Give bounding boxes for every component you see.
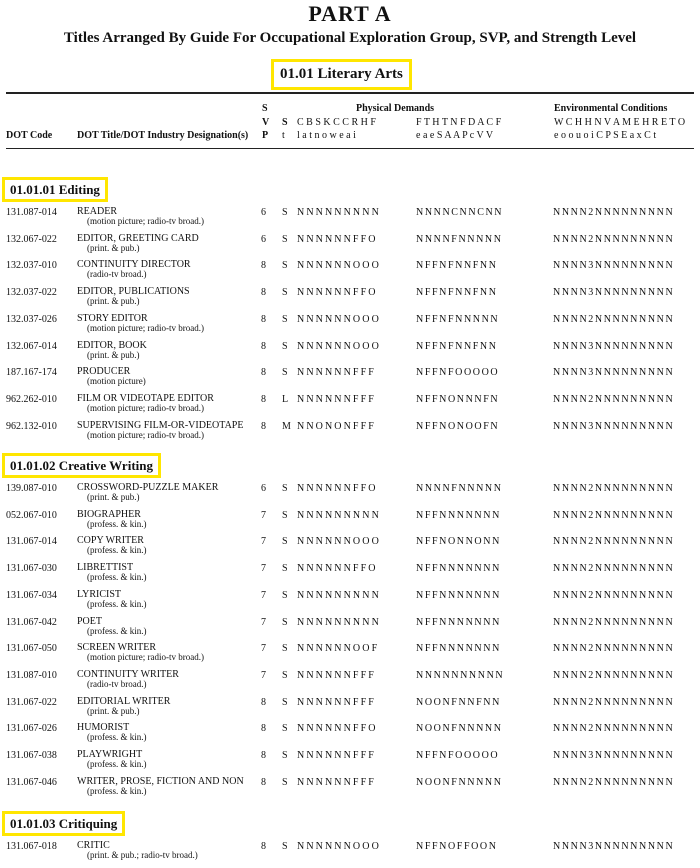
perceptual-demands-codes: NFFNNNNNNN	[416, 510, 501, 521]
dot-title	[77, 590, 147, 609]
dot-code-header: DOT Code	[6, 130, 53, 141]
svp-value: 8	[261, 367, 266, 378]
title-text: CROSSWORD-PUZZLE MAKER	[77, 482, 219, 493]
title-text: STORY EDITOR	[77, 313, 148, 324]
title-text: CRITIC	[77, 840, 110, 851]
industry-designation: (print. & pub.)	[87, 350, 140, 360]
industry-designation: (motion picture; radio-tv broad.)	[87, 323, 204, 333]
env-codes-row1: W C H H N V A M E H R E T O	[554, 117, 686, 128]
physical-demands-codes: NNNNNNFFF	[297, 750, 376, 761]
title-text: SUPERVISING FILM-OR-VIDEOTAPE	[77, 420, 244, 431]
physical-demands-codes: NNNNNNFFO	[297, 234, 378, 245]
env-codes-row2: e o o u o i C P S E a x C t	[554, 130, 657, 141]
strength-value: S	[282, 670, 288, 681]
environmental-codes: NNNN3NNNNNNNNN	[553, 367, 675, 378]
header-bottom-rule	[6, 148, 694, 149]
perceptual-demands-codes: NFFNNNNNNN	[416, 590, 501, 601]
svp-value: 6	[261, 234, 266, 245]
title-text: PLAYWRIGHT	[77, 749, 143, 760]
perceptual-demands-codes: NFFNNNNNNN	[416, 563, 501, 574]
physical-codes-row2: l a t n o w e a i	[297, 130, 356, 141]
physical-demands-codes: NNNNNNFFF	[297, 697, 376, 708]
dot-code: 131.067-018	[6, 841, 57, 852]
strength-value: S	[282, 510, 288, 521]
industry-designation: (profess. & kin.)	[87, 626, 147, 636]
industry-designation: (motion picture; radio-tv broad.)	[87, 652, 204, 662]
dot-title	[77, 777, 244, 796]
section-heading: 01.01.01 Editing	[2, 177, 108, 202]
dot-title	[77, 207, 204, 226]
svp-value: 6	[261, 483, 266, 494]
dot-code: 131.067-030	[6, 563, 57, 574]
strength-value: S	[282, 287, 288, 298]
dot-code: 131.067-022	[6, 697, 57, 708]
environmental-codes: NNNN2NNNNNNNNN	[553, 723, 675, 734]
physical-demands-codes: NNNNNNOOO	[297, 841, 381, 852]
physical-demands-header: Physical Demands	[356, 103, 435, 114]
title-text: SCREEN WRITER	[77, 642, 156, 653]
svp-value: 7	[261, 510, 266, 521]
dot-title	[77, 314, 204, 333]
dot-title	[77, 394, 214, 413]
strength-value: S	[282, 260, 288, 271]
industry-designation: (motion picture; radio-tv broad.)	[87, 403, 204, 413]
physical-demands-codes: NNNNNNFFO	[297, 723, 378, 734]
environmental-codes: NNNN2NNNNNNNNN	[553, 207, 675, 218]
industry-designation: (profess. & kin.)	[87, 732, 147, 742]
svp-value: 8	[261, 421, 266, 432]
dot-title	[77, 697, 170, 716]
dot-code: 187.167-174	[6, 367, 57, 378]
strength-value: S	[282, 341, 288, 352]
perceptual-demands-codes: NOONFNNNNN	[416, 777, 503, 788]
svp-header-p: P	[262, 130, 269, 141]
title-text: FILM OR VIDEOTAPE EDITOR	[77, 393, 214, 404]
pd-codes-row1: F T H T N F D A C F	[416, 117, 502, 128]
perceptual-demands-codes: NFFNONNNFN	[416, 394, 500, 405]
svp-value: 8	[261, 260, 266, 271]
physical-demands-codes: NNNNNNFFF	[297, 670, 376, 681]
svp-header-s: S	[262, 103, 268, 114]
title-text: EDITOR, GREETING CARD	[77, 233, 199, 244]
perceptual-demands-codes: NFFNFNNFNN	[416, 341, 498, 352]
environmental-codes: NNNN3NNNNNNNNN	[553, 260, 675, 271]
title-text: LIBRETTIST	[77, 562, 134, 573]
dot-code: 132.037-010	[6, 260, 57, 271]
dot-code: 131.067-042	[6, 617, 57, 628]
strength-value: S	[282, 841, 288, 852]
dot-title	[77, 367, 146, 386]
physical-demands-codes: NNNNNNFFO	[297, 483, 378, 494]
industry-designation: (radio-tv broad.)	[87, 269, 147, 279]
physical-codes-row1: C B S K C C R H F	[297, 117, 376, 128]
dot-title	[77, 563, 147, 582]
environmental-codes: NNNN2NNNNNNNNN	[553, 697, 675, 708]
physical-demands-codes: NNNNNNOOF	[297, 643, 380, 654]
strength-value: S	[282, 777, 288, 788]
svp-value: 7	[261, 643, 266, 654]
industry-designation: (profess. & kin.)	[87, 572, 147, 582]
title-text: CONTINUITY WRITER	[77, 669, 179, 680]
industry-designation: (profess. & kin.)	[87, 519, 147, 529]
environmental-codes: NNNN2NNNNNNNNN	[553, 394, 675, 405]
perceptual-demands-codes: NNNNFNNNNN	[416, 234, 503, 245]
perceptual-demands-codes: NFFNFOOOOO	[416, 367, 500, 378]
dot-title	[77, 510, 147, 529]
perceptual-demands-codes: NFFNFNNFNN	[416, 287, 498, 298]
perceptual-demands-codes: NFFNFNNNNN	[416, 314, 500, 325]
physical-demands-codes: NNNNNNOOO	[297, 314, 381, 325]
strength-value: S	[282, 314, 288, 325]
physical-demands-codes: NNNNNNOOO	[297, 260, 381, 271]
dot-code: 132.067-022	[6, 234, 57, 245]
environmental-codes: NNNN2NNNNNNNNN	[553, 590, 675, 601]
physical-demands-codes: NNNNNNNNN	[297, 510, 381, 521]
physical-demands-codes: NNNNNNOOO	[297, 341, 381, 352]
title-text: EDITOR, PUBLICATIONS	[77, 286, 190, 297]
environmental-codes: NNNN3NNNNNNNNN	[553, 287, 675, 298]
industry-designation: (motion picture; radio-tv broad.)	[87, 216, 204, 226]
dot-title	[77, 287, 190, 306]
environmental-codes: NNNN2NNNNNNNNN	[553, 563, 675, 574]
svp-value: 7	[261, 536, 266, 547]
environmental-codes: NNNN2NNNNNNNNN	[553, 777, 675, 788]
strength-value: S	[282, 207, 288, 218]
industry-designation: (radio-tv broad.)	[87, 679, 147, 689]
dot-title	[77, 841, 198, 860]
environmental-codes: NNNN2NNNNNNNNN	[553, 536, 675, 547]
section-heading: 01.01.02 Creative Writing	[2, 453, 161, 478]
industry-designation: (print. & pub.; radio-tv broad.)	[87, 850, 198, 860]
physical-demands-codes: NNNNNNFFF	[297, 367, 376, 378]
dot-title	[77, 643, 204, 662]
dot-code: 132.037-022	[6, 287, 57, 298]
title-text: COPY WRITER	[77, 535, 144, 546]
perceptual-demands-codes: NFFNNNNNNN	[416, 617, 501, 628]
strength-value: S	[282, 483, 288, 494]
industry-designation: (profess. & kin.)	[87, 786, 147, 796]
strength-value: S	[282, 750, 288, 761]
dot-code: 131.087-010	[6, 670, 57, 681]
dot-code: 131.067-026	[6, 723, 57, 734]
page-title: PART A	[308, 1, 392, 26]
physical-demands-codes: NNNNNNFFF	[297, 394, 376, 405]
dot-title-header: DOT Title/DOT Industry Designation(s)	[77, 130, 249, 141]
title-text: POET	[77, 616, 102, 627]
perceptual-demands-codes: NFFNOFFOON	[416, 841, 498, 852]
svp-value: 8	[261, 777, 266, 788]
group-heading: 01.01 Literary Arts	[271, 59, 412, 90]
strength-value: S	[282, 234, 288, 245]
environmental-codes: NNNN2NNNNNNNNN	[553, 643, 675, 654]
physical-demands-codes: NNNNNNNNN	[297, 207, 381, 218]
physical-demands-codes: NNNNNNNNN	[297, 590, 381, 601]
dot-code: 132.037-026	[6, 314, 57, 325]
strength-value: S	[282, 563, 288, 574]
pd-codes-row2: e a e S A A P c V V	[416, 130, 494, 141]
header-top-rule	[6, 92, 694, 94]
industry-designation: (print. & pub.)	[87, 492, 140, 502]
svp-value: 8	[261, 287, 266, 298]
perceptual-demands-codes: NFFNONNONN	[416, 536, 501, 547]
dot-title	[77, 536, 147, 555]
environmental-codes: NNNN3NNNNNNNNN	[553, 841, 675, 852]
industry-designation: (motion picture)	[87, 376, 146, 386]
svp-value: 8	[261, 723, 266, 734]
physical-demands-codes: NNONONFFF	[297, 421, 376, 432]
environmental-codes: NNNN2NNNNNNNNN	[553, 670, 675, 681]
title-text: CONTINUITY DIRECTOR	[77, 259, 191, 270]
page-subtitle: Titles Arranged By Guide For Occupational Exploration Group, SVP, and Strength Level	[63, 30, 637, 46]
title-text: PRODUCER	[77, 366, 131, 377]
svp-value: 8	[261, 341, 266, 352]
industry-designation: (print. & pub.)	[87, 706, 140, 716]
environmental-codes: NNNN2NNNNNNNNN	[553, 510, 675, 521]
dot-title	[77, 670, 179, 689]
dot-title	[77, 750, 147, 769]
strength-value: S	[282, 723, 288, 734]
environmental-codes: NNNN2NNNNNNNNN	[553, 314, 675, 325]
strength-value: S	[282, 367, 288, 378]
svp-value: 8	[261, 314, 266, 325]
strength-value: S	[282, 697, 288, 708]
title-text: READER	[77, 206, 117, 217]
perceptual-demands-codes: NNNNFNNNNN	[416, 483, 503, 494]
environmental-conditions-header: Environmental Conditions	[554, 103, 668, 114]
title-text: LYRICIST	[77, 589, 121, 600]
dot-code: 131.087-014	[6, 207, 57, 218]
svp-value: 8	[261, 394, 266, 405]
dot-code: 131.067-050	[6, 643, 57, 654]
strength-value: S	[282, 643, 288, 654]
dot-code: 131.067-038	[6, 750, 57, 761]
environmental-codes: NNNN3NNNNNNNNN	[553, 750, 675, 761]
perceptual-demands-codes: NFFNNNNNNN	[416, 643, 501, 654]
title-text: EDITOR, BOOK	[77, 340, 147, 351]
dot-title	[77, 341, 147, 360]
perceptual-demands-codes: NFFNONOOFN	[416, 421, 500, 432]
svp-value: 8	[261, 750, 266, 761]
perceptual-demands-codes: NFFNFNNFNN	[416, 260, 498, 271]
environmental-codes: NNNN3NNNNNNNNN	[553, 341, 675, 352]
strength-value: S	[282, 617, 288, 628]
dot-code: 052.067-010	[6, 510, 57, 521]
dot-code: 962.132-010	[6, 421, 57, 432]
industry-designation: (profess. & kin.)	[87, 759, 147, 769]
dot-title	[77, 483, 218, 502]
svp-value: 7	[261, 590, 266, 601]
industry-designation: (profess. & kin.)	[87, 545, 147, 555]
physical-demands-codes: NNNNNNFFO	[297, 563, 378, 574]
industry-designation: (print. & pub.)	[87, 243, 140, 253]
dot-code: 962.262-010	[6, 394, 57, 405]
strength-value: L	[282, 394, 289, 405]
title-text: BIOGRAPHER	[77, 509, 141, 520]
dot-title	[77, 421, 243, 440]
environmental-codes: NNNN2NNNNNNNNN	[553, 617, 675, 628]
dot-title	[77, 617, 147, 636]
dot-code: 131.067-034	[6, 590, 57, 601]
environmental-codes: NNNN2NNNNNNNNN	[553, 234, 675, 245]
title-text: HUMORIST	[77, 722, 130, 733]
physical-demands-codes: NNNNNNNNN	[297, 617, 381, 628]
dot-code: 132.067-014	[6, 341, 57, 352]
strength-header-t: t	[282, 130, 285, 141]
industry-designation: (motion picture; radio-tv broad.)	[87, 430, 204, 440]
dot-title	[77, 234, 199, 253]
strength-value: S	[282, 536, 288, 547]
environmental-codes: NNNN2NNNNNNNNN	[553, 483, 675, 494]
dot-title	[77, 260, 191, 279]
title-text: EDITORIAL WRITER	[77, 696, 171, 707]
physical-demands-codes: NNNNNNOOO	[297, 536, 381, 547]
perceptual-demands-codes: NNNNCNNCNN	[416, 207, 504, 218]
svp-value: 6	[261, 207, 266, 218]
environmental-codes: NNNN3NNNNNNNNN	[553, 421, 675, 432]
dot-code: 131.067-046	[6, 777, 57, 788]
svp-value: 7	[261, 617, 266, 628]
svp-value: 8	[261, 841, 266, 852]
strength-value: S	[282, 590, 288, 601]
title-text: WRITER, PROSE, FICTION AND NON	[77, 776, 244, 787]
industry-designation: (profess. & kin.)	[87, 599, 147, 609]
svp-value: 7	[261, 670, 266, 681]
strength-header-s: S	[282, 117, 288, 128]
svp-value: 8	[261, 697, 266, 708]
dot-code: 139.087-010	[6, 483, 57, 494]
perceptual-demands-codes: NNNNNNNNNN	[416, 670, 505, 681]
physical-demands-codes: NNNNNNFFO	[297, 287, 378, 298]
svp-value: 7	[261, 563, 266, 574]
strength-value: M	[282, 421, 291, 432]
svp-header-v: V	[262, 117, 270, 128]
section-heading: 01.01.03 Critiquing	[2, 811, 125, 836]
perceptual-demands-codes: NOONFNNFNN	[416, 697, 501, 708]
dot-title	[77, 723, 147, 742]
perceptual-demands-codes: NFFNFOOOOO	[416, 750, 500, 761]
physical-demands-codes: NNNNNNFFF	[297, 777, 376, 788]
dot-code: 131.067-014	[6, 536, 57, 547]
industry-designation: (print. & pub.)	[87, 296, 140, 306]
perceptual-demands-codes: NOONFNNNNN	[416, 723, 503, 734]
